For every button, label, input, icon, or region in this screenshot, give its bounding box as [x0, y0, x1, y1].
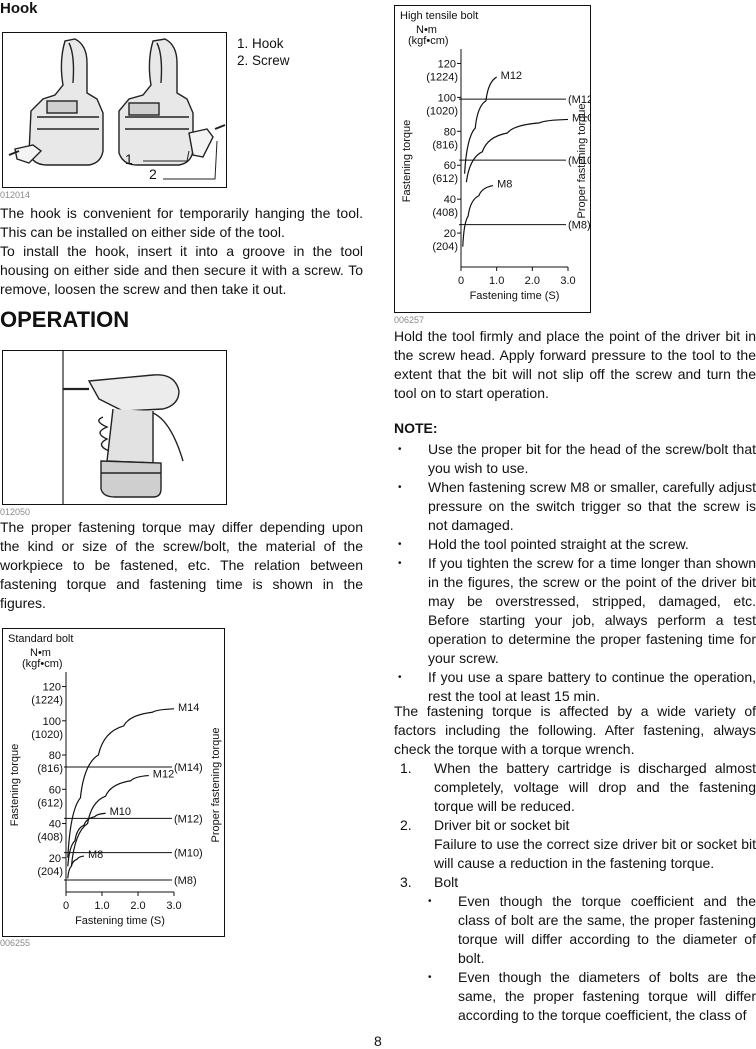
- y-tick-label-alt: (408): [432, 207, 458, 220]
- y-tick-label-alt: (612): [432, 173, 458, 186]
- chart-title: High tensile bolt: [400, 10, 479, 22]
- operation-instructions: Hold the tool firmly and place the point of the driver bit in the screw head. Apply forward pressure to the tool to the extent that the bit will not slip off the screw and turn the tool on to start operation.: [394, 328, 756, 401]
- bullet-icon: •: [398, 482, 402, 493]
- proper-torque-label: (M10: [568, 155, 591, 168]
- proper-torque-label: (M14): [174, 762, 203, 775]
- series-label: M10: [572, 112, 591, 125]
- operation-figure-code: 012050: [0, 507, 31, 517]
- note-list: [394, 440, 756, 706]
- proper-torque-label: (M10): [174, 847, 203, 860]
- x-tick-label: 0: [457, 275, 465, 287]
- y-tick-label-alt: (1224): [31, 694, 63, 707]
- series-label: M8: [88, 849, 104, 862]
- bolt-subitem: • Even though the diameters of bolts are the same, the proper fastening torque will differ according to the torque coefficient, the class of: [428, 969, 756, 1023]
- standard-bolt-chart-code: 006255: [0, 938, 31, 948]
- factor-item: 3. Bolt • Even though the torque coefficient and the class of bolt are the same, the proper fastening torque will differ according to the diameter of bolt. • Even though the diameters of bolts are the same, the proper fastening torque will differ according to the torque coefficient, the class of: [400, 874, 756, 1023]
- y-tick-label: 40: [443, 194, 456, 207]
- hook-callout-2: 2: [149, 166, 157, 182]
- y-tick-label-alt: (612): [37, 797, 63, 810]
- note-item: • Use the proper bit for the head of the screw/bolt that you wish to use.: [398, 441, 756, 476]
- y-tick-label: 120: [437, 58, 456, 71]
- unit-label: N•m: [30, 647, 51, 659]
- note-item: • If you tighten the screw for a time longer than shown in the figures, the screw or the point of the driver bit may be overstressed, stripped, damaged, etc. Before starting your job, always perform a test operation to determine the proper fastening time for your screw.: [398, 555, 756, 666]
- bullet-icon: •: [398, 444, 402, 455]
- chart-title: Standard bolt: [8, 633, 74, 645]
- y-tick-label-alt: (408): [37, 831, 63, 844]
- bullet-icon: •: [398, 539, 402, 550]
- unit-label: N•m: [416, 24, 437, 36]
- hook-paragraph-1: The hook is convenient for temporarily hanging the tool. This can be installed on either side of the tool.: [0, 205, 363, 240]
- y-tick-label: 60: [48, 784, 61, 797]
- proper-torque-label: (M12): [174, 813, 203, 826]
- standard-bolt-chart: [2, 628, 225, 942]
- y-tick-label: 20: [443, 228, 456, 241]
- y-tick-label: 100: [42, 715, 61, 728]
- page-number: 8: [374, 1033, 382, 1049]
- bolt-subitems: [428, 892, 756, 1025]
- hook-illustration: [3, 33, 226, 187]
- series-label: M10: [109, 806, 132, 819]
- x-axis-label: Fastening time (S): [75, 915, 165, 927]
- standard-bolt-chart-svg: [2, 628, 225, 937]
- y-tick-label: 80: [443, 126, 456, 139]
- bullet-icon: •: [398, 672, 402, 683]
- note-item: • If you use a spare battery to continue the operation, rest the tool at least 15 min.: [398, 669, 756, 704]
- x-tick-label: 0: [62, 900, 70, 912]
- high-tensile-bolt-chart-code: 006257: [394, 315, 425, 325]
- y-tick-label-alt: (204): [37, 865, 63, 878]
- proper-torque-label: (M8): [174, 875, 197, 888]
- operation-figure: [2, 350, 227, 505]
- bullet-icon: •: [428, 972, 432, 983]
- x-tick-label: 2.0: [130, 900, 146, 912]
- high-tensile-bolt-chart-svg: [394, 5, 591, 313]
- y-axis-label-right: Proper fastening torque: [210, 727, 222, 843]
- proper-torque-label: (M12: [568, 94, 591, 107]
- hook-figure: [2, 32, 227, 188]
- factor-item: 2. Driver bit or socket bit Failure to use the correct size driver bit or socket bit will cause a reduction in the fastening torque.: [400, 817, 756, 871]
- operation-paragraph: The proper fastening torque may differ depending upon the kind or size of the screw/bolt, the material of the workpiece to be fastened, etc. The relation between fastening torque and fastening time is shown in the figures.: [0, 519, 363, 611]
- bullet-icon: •: [428, 896, 432, 907]
- y-axis-label: Fastening torque: [9, 743, 21, 827]
- y-tick-label-alt: (1020): [31, 728, 63, 741]
- torque-factors-list: [394, 759, 756, 1025]
- unit-label-alt: (kgf•cm): [22, 658, 63, 670]
- y-tick-label: 40: [48, 818, 61, 831]
- y-tick-label: 120: [42, 681, 61, 694]
- unit-label-alt: (kgf•cm): [408, 35, 449, 47]
- x-tick-label: 3.0: [560, 275, 576, 287]
- proper-torque-label: (M8): [568, 219, 591, 232]
- torque-factors-intro: The fastening torque is affected by a wide variety of factors including the following. After fastening, always check the torque with a torque wrench.: [394, 703, 756, 757]
- y-tick-label-alt: (1020): [426, 105, 458, 118]
- x-tick-label: 1.0: [94, 900, 110, 912]
- y-tick-label: 80: [48, 750, 61, 763]
- y-tick-label-alt: (1224): [426, 71, 458, 84]
- bolt-subitem: • Even though the torque coefficient and the class of bolt are the same, the proper fastening torque will differ according to the diameter of bolt.: [428, 893, 756, 966]
- series-label: M12: [152, 768, 175, 781]
- note-item: • Hold the tool pointed straight at the screw.: [398, 536, 689, 552]
- y-tick-label-alt: (204): [432, 241, 458, 254]
- note-title: NOTE:: [394, 420, 438, 436]
- x-tick-label: 3.0: [166, 900, 182, 912]
- chart-frame: [3, 629, 225, 937]
- series-label: M14: [178, 701, 200, 714]
- factor-item: 1. When the battery cartridge is discharged almost completely, voltage will drop and the fastening torque will be reduced.: [400, 760, 756, 814]
- x-tick-label: 1.0: [489, 275, 505, 287]
- hook-heading: Hook: [0, 0, 38, 17]
- series-label: M12: [500, 70, 523, 83]
- hook-paragraph-2: To install the hook, insert it into a groove in the tool housing on either side and then secure it with a screw. To remove, loosen the screw and then take it out.: [0, 243, 363, 297]
- legend-item-hook: 1. Hook: [237, 36, 284, 51]
- hook-callout-1: 1: [125, 151, 133, 167]
- note-item: • When fastening screw M8 or smaller, carefully adjust pressure on the switch trigger so that the screw is not damaged.: [398, 479, 756, 533]
- y-axis-label: Fastening torque: [401, 119, 413, 203]
- hook-text: [0, 204, 363, 299]
- x-axis-label: Fastening time (S): [469, 290, 560, 302]
- hook-figure-code: 012014: [0, 190, 31, 200]
- operation-illustration: [3, 351, 226, 504]
- series-label: M8: [497, 178, 513, 191]
- y-tick-label: 20: [48, 852, 61, 865]
- y-tick-label: 60: [443, 160, 456, 173]
- y-tick-label-alt: (816): [37, 763, 63, 776]
- operation-heading: OPERATION: [0, 307, 130, 332]
- hook-figure-legend: [237, 35, 290, 69]
- high-tensile-bolt-chart: [394, 5, 591, 318]
- y-tick-label: 100: [437, 92, 456, 105]
- bullet-icon: •: [398, 558, 402, 569]
- chart-frame: [395, 6, 591, 313]
- x-tick-label: 2.0: [524, 275, 540, 287]
- y-axis-label-right: Proper fastening torque: [576, 103, 588, 219]
- legend-item-screw: 2. Screw: [237, 53, 290, 68]
- y-tick-label-alt: (816): [432, 139, 458, 152]
